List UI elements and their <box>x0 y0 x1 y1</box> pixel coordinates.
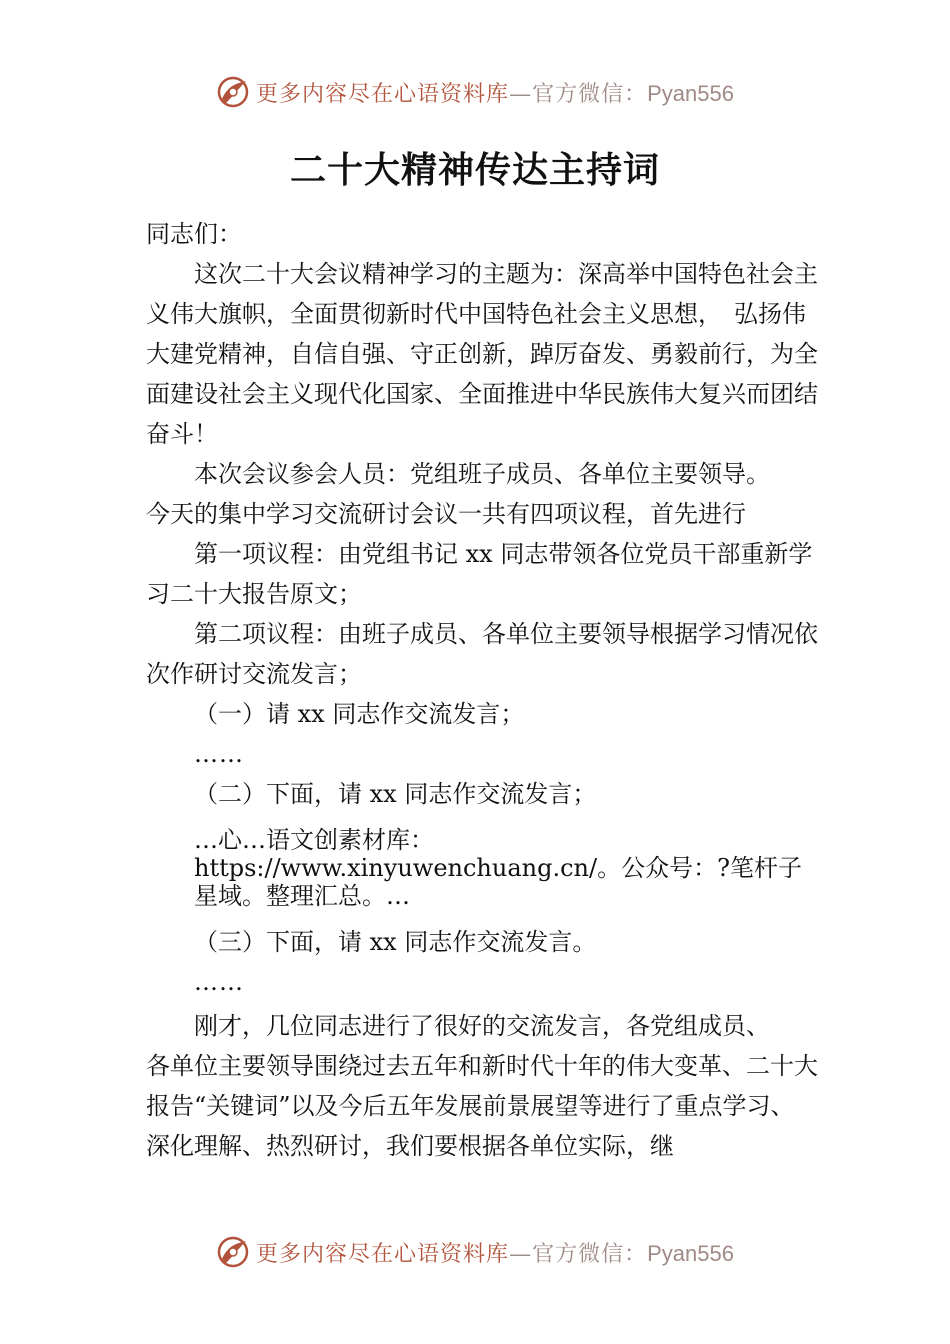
salutation: 同志们： <box>146 220 242 248</box>
watermark-wechat-label: 官方微信： <box>532 1241 648 1267</box>
document-body <box>146 214 818 1166</box>
paragraph-summary-start: 刚才，几位同志进行了很好的交流发言，各党组成员、 <box>194 1012 770 1040</box>
seal-logo-icon <box>216 75 250 109</box>
agenda-item-1: 第一项议程：由党组书记 xx 同志带领各位党员干部重新学习二十大报告原文； <box>146 540 813 608</box>
paragraph-summary-cont: 各单位主要领导围绕过去五年和新时代十年的伟大变革、二十大报告“关键词”以及今后五年发展前景展望等进行了重点学习、深化理解、热烈研讨，我们要根据各单位实际，继 <box>146 1052 818 1160</box>
seal-logo-icon <box>216 1235 250 1269</box>
header-watermark <box>0 72 950 112</box>
ellipsis-2: …… <box>194 968 244 996</box>
document-title: 二十大精神传达主持词 <box>289 150 660 191</box>
watermark-text <box>256 77 734 108</box>
watermark-site-text: 更多内容尽在心语资料库 <box>256 81 510 107</box>
watermark-wechat-id: Pyan556 <box>647 80 734 106</box>
source-note: …心…语文创素材库：https://www.xinyuwenchuang.cn/。公众号：?笔杆子星域。整理汇总。… <box>194 826 802 910</box>
footer-watermark <box>0 1232 950 1272</box>
watermark-text <box>256 1237 734 1268</box>
watermark-separator: — <box>509 81 533 107</box>
agenda-item-2: 第二项议程：由班子成员、各单位主要领导根据学习情况依次作研讨交流发言； <box>146 620 818 688</box>
watermark-wechat-label: 官方微信： <box>532 81 648 107</box>
watermark-wechat-id: Pyan556 <box>647 1240 734 1266</box>
paragraph-agenda-intro: 今天的集中学习交流研讨会议一共有四项议程，首先进行 <box>146 500 746 528</box>
watermark-separator: — <box>509 1241 533 1267</box>
paragraph-theme: 这次二十大会议精神学习的主题为：深高举中国特色社会主义伟大旗帜，全面贯彻新时代中国特色社会主义思想， 弘扬伟大建党精神，自信自强、守正创新，踔厉奋发、勇毅前行，为全面建设社会主义现代化国家、全面推进中华民族伟大复兴而团结奋斗！ <box>146 260 818 448</box>
ellipsis-1: …… <box>194 740 244 768</box>
paragraph-attendees: 本次会议参会人员：党组班子成员、各单位主要领导。 <box>194 460 770 488</box>
speech-item-1: （一）请 xx 同志作交流发言； <box>194 700 525 728</box>
speech-item-3: （三）下面，请 xx 同志作交流发言。 <box>194 928 597 956</box>
speech-item-2: （二）下面，请 xx 同志作交流发言； <box>194 780 597 808</box>
watermark-site-text: 更多内容尽在心语资料库 <box>256 1241 510 1267</box>
